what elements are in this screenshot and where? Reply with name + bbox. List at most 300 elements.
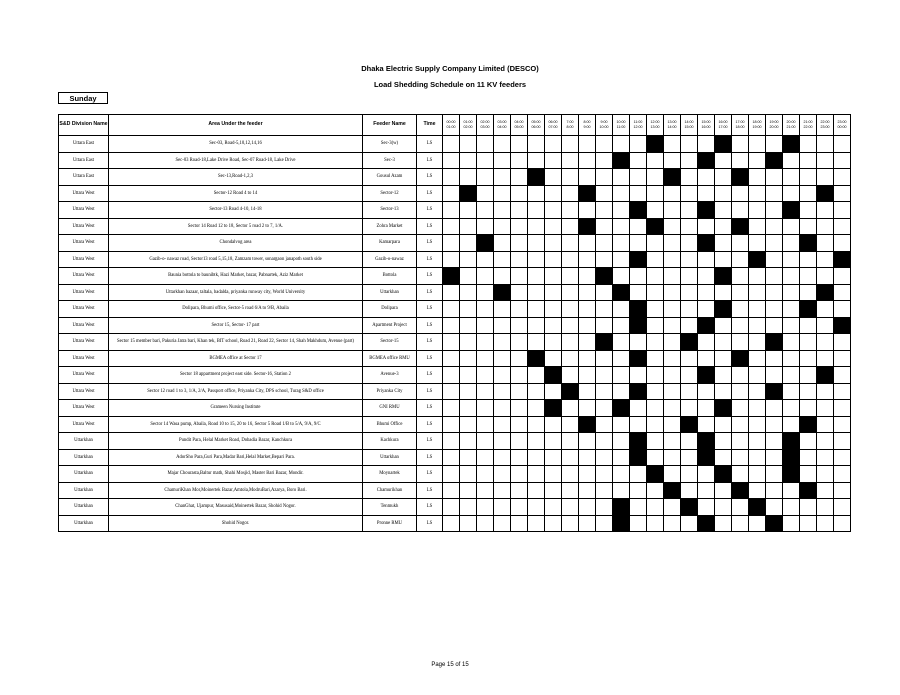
shedding-slot [647,482,664,499]
shedding-slot-active [698,202,715,219]
shedding-slot [613,136,630,153]
shedding-slot [783,317,800,334]
shedding-slot [545,152,562,169]
shedding-slot [545,350,562,367]
time-cell: LS [417,317,443,334]
shedding-slot [817,350,834,367]
table-row [59,482,851,499]
shedding-slot [800,400,817,417]
shedding-slot [698,350,715,367]
shedding-slot [783,515,800,532]
shedding-slot [800,466,817,483]
shedding-slot [834,416,851,433]
shedding-slot [460,218,477,235]
shedding-slot [681,383,698,400]
time-cell: LS [417,235,443,252]
shedding-slot-active [630,433,647,450]
shedding-slot [545,334,562,351]
shedding-slot [698,499,715,516]
shedding-slot [443,499,460,516]
shedding-slot [749,268,766,285]
shedding-slot [596,202,613,219]
shedding-slot [596,400,613,417]
shedding-slot [528,334,545,351]
shedding-slot-active [715,400,732,417]
shedding-slot [647,152,664,169]
area-cell: Dolipara, Bhumi office, Sector-5 road 6/A to 9/B, Abaila [109,301,363,318]
shedding-slot [664,251,681,268]
shedding-slot [613,482,630,499]
shedding-slot [596,367,613,384]
shedding-slot [817,268,834,285]
shedding-slot [783,301,800,318]
shedding-slot [698,136,715,153]
shedding-slot [460,400,477,417]
header-time-slot [647,115,664,136]
shedding-slot [715,202,732,219]
shedding-slot [715,235,732,252]
shedding-slot [545,515,562,532]
shedding-slot [834,515,851,532]
shedding-slot [766,169,783,186]
shedding-slot [834,152,851,169]
shedding-slot [783,350,800,367]
header-time-slot [562,115,579,136]
shedding-slot [732,301,749,318]
shedding-slot [732,499,749,516]
shedding-slot [664,383,681,400]
shedding-slot [800,152,817,169]
shedding-slot [545,268,562,285]
shedding-slot [613,268,630,285]
time-slot-start: 02:00 [480,120,490,125]
time-slot-end: 17:00 [718,125,728,129]
shedding-slot [596,499,613,516]
shedding-slot [528,235,545,252]
division-cell: Uttara East [59,136,109,153]
shedding-slot [647,383,664,400]
shedding-slot [698,218,715,235]
feeder-cell: Pronne RMU [363,515,417,532]
shedding-slot [630,185,647,202]
shedding-slot [579,383,596,400]
shedding-slot [681,317,698,334]
shedding-slot [630,136,647,153]
shedding-slot [460,136,477,153]
shedding-slot [834,284,851,301]
time-slot-end: 10:00 [599,125,609,129]
table-row [59,152,851,169]
shedding-slot [817,136,834,153]
shedding-slot [562,202,579,219]
shedding-slot [511,383,528,400]
shedding-slot [477,317,494,334]
shedding-slot [817,202,834,219]
shedding-slot [630,152,647,169]
area-cell: Sec-03, Road-5,10,12,14,16 [109,136,363,153]
shedding-slot [596,515,613,532]
shedding-slot [477,169,494,186]
shedding-slot-active [630,317,647,334]
shedding-slot-active [579,218,596,235]
time-slot-start: 17:00 [735,120,745,125]
shedding-slot [766,268,783,285]
shedding-slot-active [664,169,681,186]
shedding-slot [749,317,766,334]
time-cell: LS [417,482,443,499]
shedding-slot [664,185,681,202]
shedding-slot [460,515,477,532]
shedding-slot [596,383,613,400]
shedding-slot [477,251,494,268]
table-row [59,235,851,252]
shedding-slot [545,482,562,499]
feeder-cell: Chamurikhan [363,482,417,499]
division-cell: Uttara West [59,218,109,235]
shedding-slot [443,416,460,433]
shedding-slot-active [681,416,698,433]
shedding-slot-active [817,284,834,301]
shedding-slot [562,350,579,367]
shedding-slot [647,202,664,219]
schedule-title: Load Shedding Schedule on 11 KV feeders [373,80,527,89]
shedding-slot-active [800,301,817,318]
shedding-slot [647,334,664,351]
shedding-slot [443,515,460,532]
area-cell: BGMEA office at Sector 17 [109,350,363,367]
shedding-slot [749,136,766,153]
time-slot-start: 10:00 [616,120,626,125]
shedding-slot [681,169,698,186]
header-time-slot [715,115,732,136]
shedding-slot [511,400,528,417]
time-slot-end: 12:00 [633,125,643,129]
shedding-slot [681,433,698,450]
page-footer: Page 15 of 15 [431,662,469,668]
shedding-slot [579,433,596,450]
area-cell: Chondalvog area [109,235,363,252]
shedding-slot [664,400,681,417]
time-slot-end: 21:00 [786,125,796,129]
area-cell: Sector-13 Road 4-10, 14-18 [109,202,363,219]
shedding-slot [817,334,834,351]
shedding-slot-active [715,466,732,483]
time-cell: LS [417,334,443,351]
table-row [59,268,851,285]
shedding-slot [664,416,681,433]
shedding-slot [494,383,511,400]
shedding-slot [579,449,596,466]
shedding-slot [800,317,817,334]
shedding-slot [766,301,783,318]
shedding-slot [817,383,834,400]
shedding-slot [732,433,749,450]
shedding-slot [834,169,851,186]
header-time-slot [732,115,749,136]
division-cell: Uttara East [59,169,109,186]
shedding-slot [460,466,477,483]
shedding-slot [732,383,749,400]
shedding-slot [664,136,681,153]
division-cell: Uttara West [59,317,109,334]
day-label: Sunday [58,92,108,104]
shedding-slot [800,185,817,202]
shedding-slot [562,317,579,334]
shedding-slot [613,218,630,235]
shedding-slot [579,367,596,384]
shedding-slot [562,136,579,153]
shedding-slot [698,334,715,351]
shedding-slot [800,169,817,186]
shedding-slot [528,251,545,268]
time-slot-end: 13:00 [650,125,660,129]
shedding-slot [545,449,562,466]
time-slot-end: 07:00 [548,125,558,129]
shedding-slot [800,268,817,285]
shedding-slot [494,136,511,153]
shedding-slot [596,416,613,433]
shedding-slot [698,482,715,499]
shedding-slot [732,251,749,268]
shedding-slot [562,218,579,235]
time-slot-start: 05:00 [531,120,541,125]
shedding-slot-active [715,301,732,318]
shedding-slot [511,185,528,202]
shedding-slot [766,136,783,153]
shedding-slot [800,515,817,532]
table-row [59,367,851,384]
time-slot-start: 03:00 [497,120,507,125]
shedding-slot [494,268,511,285]
shedding-slot [460,416,477,433]
time-cell: LS [417,416,443,433]
shedding-slot [477,202,494,219]
time-cell: LS [417,251,443,268]
shedding-slot [579,301,596,318]
feeder-cell: BGMEA office RMU [363,350,417,367]
shedding-slot [562,367,579,384]
shedding-slot [834,400,851,417]
shedding-slot [834,202,851,219]
table-header-row [59,115,851,136]
shedding-slot [732,268,749,285]
shedding-slot [834,482,851,499]
table-row [59,284,851,301]
shedding-slot [613,235,630,252]
shedding-slot [647,416,664,433]
shedding-slot [834,383,851,400]
shedding-slot [664,268,681,285]
shedding-slot [613,317,630,334]
shedding-slot [681,301,698,318]
shedding-slot [630,268,647,285]
shedding-slot [545,251,562,268]
division-cell: Uttara West [59,367,109,384]
table-row [59,218,851,235]
feeder-cell: Bottola [363,268,417,285]
shedding-slot [511,202,528,219]
division-cell: Uttara West [59,235,109,252]
shedding-slot-active [528,350,545,367]
division-cell: Uttara West [59,400,109,417]
shedding-slot [477,400,494,417]
shedding-slot [732,367,749,384]
shedding-slot [800,218,817,235]
shedding-slot [732,466,749,483]
division-cell: Uttara West [59,268,109,285]
table-row [59,416,851,433]
time-slot-end: 22:00 [803,125,813,129]
shedding-slot [477,433,494,450]
shedding-slot [528,383,545,400]
company-title: Dhaka Electric Supply Company Limited (DESCO) [361,64,539,73]
time-slot-start: 00:00 [446,120,456,125]
shedding-slot [613,251,630,268]
shedding-slot [579,152,596,169]
header-time-slot [834,115,851,136]
shedding-slot [698,185,715,202]
feeder-cell: Gazib-o-nawaz [363,251,417,268]
shedding-slot [443,367,460,384]
shedding-slot [596,466,613,483]
shedding-slot [477,268,494,285]
table-row [59,334,851,351]
area-cell: Shohid Nogor. [109,515,363,532]
shedding-slot [579,136,596,153]
shedding-slot [443,251,460,268]
shedding-slot-active [800,482,817,499]
table-row [59,515,851,532]
shedding-slot-active [834,251,851,268]
header-time-slot [800,115,817,136]
shedding-slot [443,433,460,450]
shedding-slot [749,449,766,466]
feeder-cell: Sector-13 [363,202,417,219]
shedding-slot [783,268,800,285]
shedding-slot [749,334,766,351]
time-slot-start: 21:00 [803,120,813,125]
shedding-slot-active [766,334,783,351]
shedding-slot [732,152,749,169]
shedding-slot-active [783,202,800,219]
time-slot-start: 16:00 [718,120,728,125]
shedding-slot [613,449,630,466]
shedding-slot [647,515,664,532]
shedding-slot [494,235,511,252]
shedding-slot [766,482,783,499]
shedding-slot [528,433,545,450]
shedding-slot [562,433,579,450]
shedding-slot [477,367,494,384]
shedding-slot [783,383,800,400]
area-cell: Sector-12 Road 4 to 14 [109,185,363,202]
shedding-slot [647,235,664,252]
shedding-slot [817,169,834,186]
shedding-slot [715,482,732,499]
shedding-slot [664,301,681,318]
shedding-slot [749,169,766,186]
shedding-slot [715,433,732,450]
shedding-slot [494,350,511,367]
shedding-slot [800,383,817,400]
shedding-slot [443,482,460,499]
time-slot-end: 05:00 [514,125,524,129]
area-cell: Sector 15 member bari, Pakuria Jatra bari, Khan tek, BIT school, Road 21, Road 22, Sector 14, Shah Makhdum, Avenue (part) [109,334,363,351]
time-slot-start: 15:00 [701,120,711,125]
shedding-slot [460,152,477,169]
shedding-slot [834,350,851,367]
time-cell: LS [417,433,443,450]
header-time-slot [528,115,545,136]
division-cell: Uttarkhan [59,515,109,532]
shedding-slot-active [732,218,749,235]
shedding-slot [715,251,732,268]
table-row [59,202,851,219]
shedding-slot [528,152,545,169]
time-slot-end: 00:00 [837,125,847,129]
shedding-slot [443,136,460,153]
shedding-slot [511,136,528,153]
shedding-slot [579,202,596,219]
shedding-slot [766,416,783,433]
shedding-slot [834,449,851,466]
division-cell: Uttara West [59,301,109,318]
shedding-slot [630,218,647,235]
shedding-slot [834,466,851,483]
shedding-slot [477,185,494,202]
time-slot-start: 7:00 [566,120,574,125]
header-feeder: Feeder Name [363,115,417,136]
header-time-slot [494,115,511,136]
shedding-slot [749,350,766,367]
shedding-slot [800,202,817,219]
shedding-slot-active [766,515,783,532]
feeder-cell: Kachkura [363,433,417,450]
shedding-slot-active [613,152,630,169]
shedding-slot [715,218,732,235]
shedding-slot [477,136,494,153]
shedding-slot [562,268,579,285]
shedding-slot-active [596,334,613,351]
shedding-slot [749,218,766,235]
shedding-slot [511,218,528,235]
time-slot-start: 06:00 [548,120,558,125]
shedding-slot [545,202,562,219]
shedding-slot [834,268,851,285]
shedding-slot [698,251,715,268]
shedding-slot [715,515,732,532]
time-slot-end: 16:00 [701,125,711,129]
time-cell: LS [417,218,443,235]
shedding-slot [834,218,851,235]
shedding-slot [528,218,545,235]
shedding-slot [511,268,528,285]
feeder-cell: Sector-12 [363,185,417,202]
shedding-slot [596,152,613,169]
shedding-slot [817,218,834,235]
shedding-slot [477,449,494,466]
shedding-slot [766,185,783,202]
time-slot-end: 04:00 [497,125,507,129]
shedding-slot [528,185,545,202]
shedding-slot-active [698,152,715,169]
shedding-slot [817,449,834,466]
shedding-slot [494,367,511,384]
shedding-slot [630,235,647,252]
shedding-slot-active [732,350,749,367]
shedding-slot [562,251,579,268]
shedding-slot [443,334,460,351]
